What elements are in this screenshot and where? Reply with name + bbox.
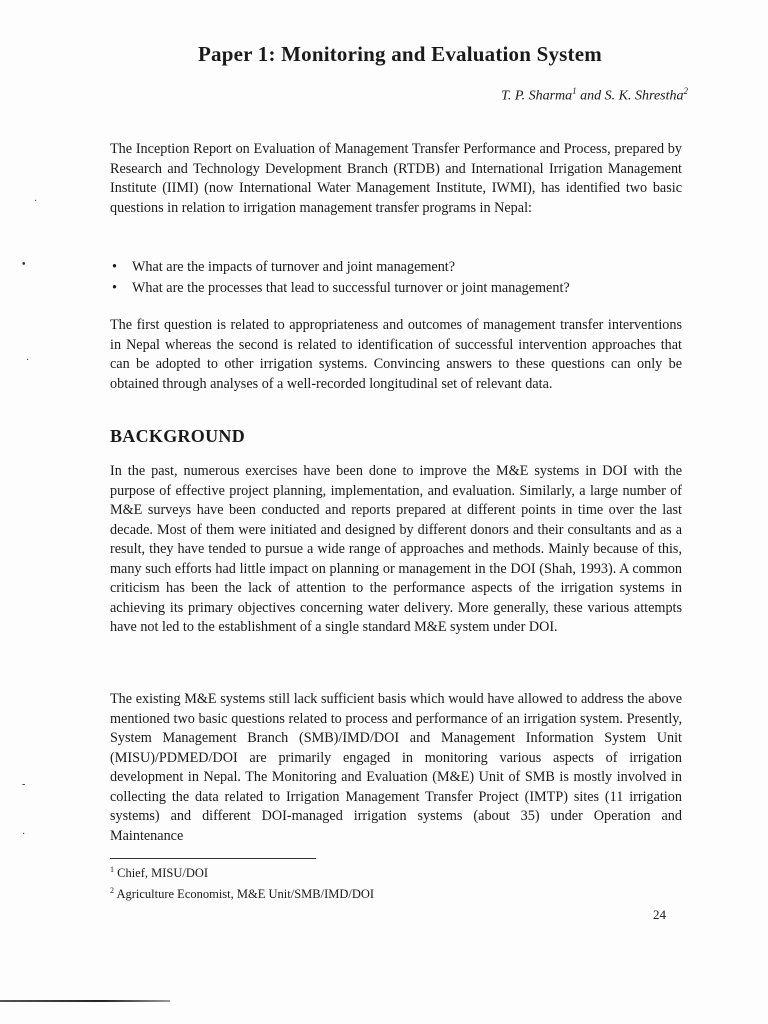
scan-speck: - xyxy=(22,779,26,790)
existing-systems-paragraph: The existing M&E systems still lack sufficient basis which would have allowed to address the above mentioned two basic questions related to process and performance of an irrigation system. Presently, System Management Branch (SMB)/IMD/DOI and Management Information System Unit (MISU)/PDMED/DOI are primarily engaged in monitoring various aspects of irrigation development in Nepal. The Monitoring and Evaluation (M&E) Unit of SMB is mostly involved in collecting the data related to Irrigation Management Transfer Project (IMTP) sites (11 irrigation systems) and different DOI-managed irrigation systems (about 35) under Operation and Maintenance xyxy=(110,691,682,844)
question-item: • What are the impacts of turnover and joint management? xyxy=(110,257,682,278)
question-list xyxy=(110,257,682,299)
footnote-1 xyxy=(110,861,374,882)
author-1-footnote-mark: 1 xyxy=(572,86,577,96)
scan-speck: · xyxy=(26,355,30,366)
intro-paragraph: The Inception Report on Evaluation of Management Transfer Performance and Process, prepared by Research and Technology Development Branch (RTDB) and International Irrigation Management Institute (IIMI) (now International Water Management Institute, IWMI), has identified two basic questions in relation to irrigation management transfer programs in Nepal: xyxy=(110,141,682,216)
scan-speck: • xyxy=(22,259,26,270)
author-2: S. K. Shrestha xyxy=(604,88,684,104)
questions-explanation-paragraph: The first question is related to appropriateness and outcomes of management transfer interventions in Nepal whereas the second is related to identification of successful intervention approaches that can be adopted to other irrigation systems. Convincing answers to these questions can only be obtained through analyses of a well-recorded longitudinal set of relevant data. xyxy=(110,317,682,392)
author-connector: and xyxy=(576,88,605,104)
footnote-mark: 2 xyxy=(110,886,114,896)
scan-speck: · xyxy=(34,196,38,207)
page-number: 24 xyxy=(653,907,666,922)
footnote-2 xyxy=(110,882,374,903)
scan-smear xyxy=(0,1000,170,1002)
footnote-text: Agriculture Economist, M&E Unit/SMB/IMD/DOI xyxy=(116,887,375,902)
section-heading-background: BACKGROUND xyxy=(110,426,246,446)
question-item: • What are the processes that lead to successful turnover or joint management? xyxy=(110,278,682,299)
scan-speck: · xyxy=(22,829,26,840)
footnote-text: Chief, MISU/DOI xyxy=(117,866,209,881)
footnotes xyxy=(110,861,374,903)
author-1: T. P. Sharma xyxy=(501,88,573,104)
paper-title: Paper 1: Monitoring and Evaluation System xyxy=(198,42,602,66)
footnote-divider xyxy=(110,858,316,859)
author-2-footnote-mark: 2 xyxy=(683,86,688,96)
footnote-mark: 1 xyxy=(110,865,114,874)
author-line xyxy=(501,86,688,105)
background-paragraph: In the past, numerous exercises have been done to improve the M&E systems in DOI with the purpose of effective project planning, implementation, and evaluation. Similarly, a large number of M&E surveys have been conducted and reports prepared at different points in time over the last decade. Most of them were initiated and designed by different donors and their consultants and as a result, they have tended to pursue a wide range of approaches and methods. Mainly because of this, many such efforts had little impact on planning or management in the DOI (Shah, 1993). A common criticism has been the lack of attention to the performance aspects of the irrigation systems in achieving its primary objectives concerning water delivery. More generally, these various attempts have not led to the establishment of a single standard M&E system under DOI. xyxy=(110,463,682,635)
